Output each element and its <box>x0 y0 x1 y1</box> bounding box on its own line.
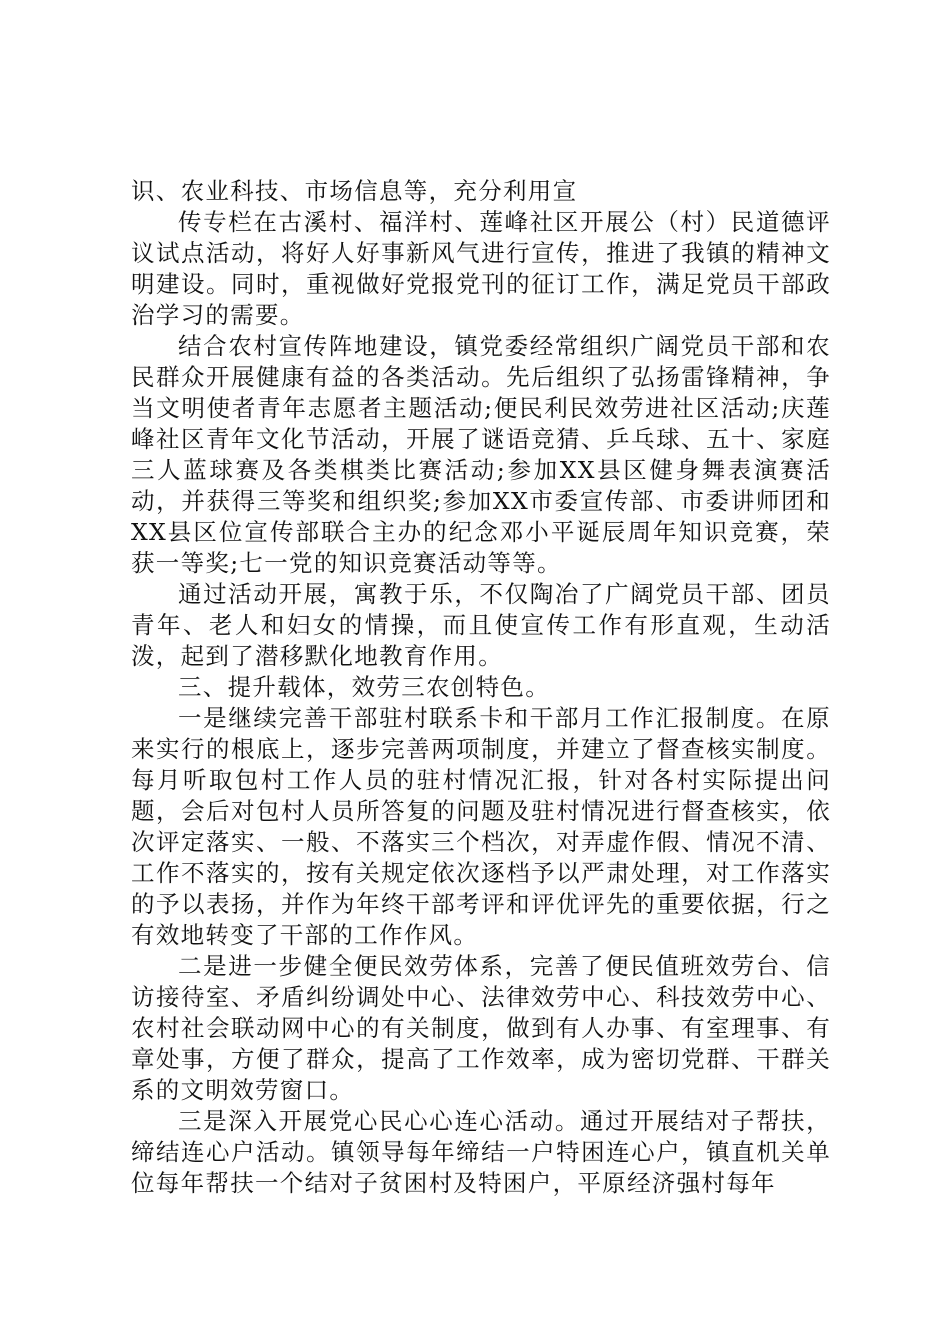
paragraph-7: 二是进一步健全便民效劳体系，完善了便民值班效劳台、信访接待室、矛盾纠纷调处中心、法律效劳中心、科技效劳中心、农村社会联动网中心的有关制度，做到有人办事、有室理事、有章处事，方便了群众，提高了工作效率，成为密切党群、干群关系的文明效劳窗口。 <box>131 952 831 1104</box>
paragraph-6: 一是继续完善干部驻村联系卡和干部月工作汇报制度。在原来实行的根底上，逐步完善两项制度，并建立了督查核实制度。每月听取包村工作人员的驻村情况汇报，针对各村实际提出问题，会后对包村人员所答复的问题及驻村情况进行督查核实，依次评定落实、一般、不落实三个档次，对弄虚作假、情况不清、工作不落实的，按有关规定依次逐档予以严肃处理，对工作落实的予以表扬，并作为年终干部考评和评优评先的重要依据，行之有效地转变了干部的工作作风。 <box>131 704 831 949</box>
paragraph-3: 结合农村宣传阵地建设，镇党委经常组织广阔党员干部和农民群众开展健康有益的各类活动。先后组织了弘扬雷锋精神，争当文明使者青年志愿者主题活动;便民利民效劳进社区活动;庆莲峰社区青年文化节活动，开展了谜语竞猜、乒乓球、五十、家庭三人蓝球赛及各类棋类比赛活动;参加XX县区健身舞表演赛活动，并获得三等奖和组织奖;参加XX市委宣传部、市委讲师团和XX县区位宣传部联合主办的纪念邓小平诞辰周年知识竞赛，荣获一等奖;七一党的知识竞赛活动等等。 <box>131 332 831 577</box>
document-body <box>131 176 831 1199</box>
paragraph-8: 三是深入开展党心民心心连心活动。通过开展结对子帮扶，缔结连心户活动。镇领导每年缔结一户特困连心户，镇直机关单位每年帮扶一个结对子贫困村及特困户，平原经济强村每年 <box>131 1107 831 1197</box>
paragraph-2: 传专栏在古溪村、福洋村、莲峰社区开展公（村）民道德评议试点活动，将好人好事新风气进行宣传，推进了我镇的精神文明建设。同时，重视做好党报党刊的征订工作，满足党员干部政治学习的需要。 <box>131 208 831 329</box>
paragraph-1: 识、农业科技、市场信息等，充分利用宣 <box>131 177 578 205</box>
paragraph-4: 通过活动开展，寓教于乐，不仅陶冶了广阔党员干部、团员青年、老人和妇女的情操，而且使宣传工作有形直观，生动活泼，起到了潜移默化地教育作用。 <box>131 580 831 670</box>
section-heading-3: 三、提升载体，效劳三农创特色。 <box>178 673 550 701</box>
